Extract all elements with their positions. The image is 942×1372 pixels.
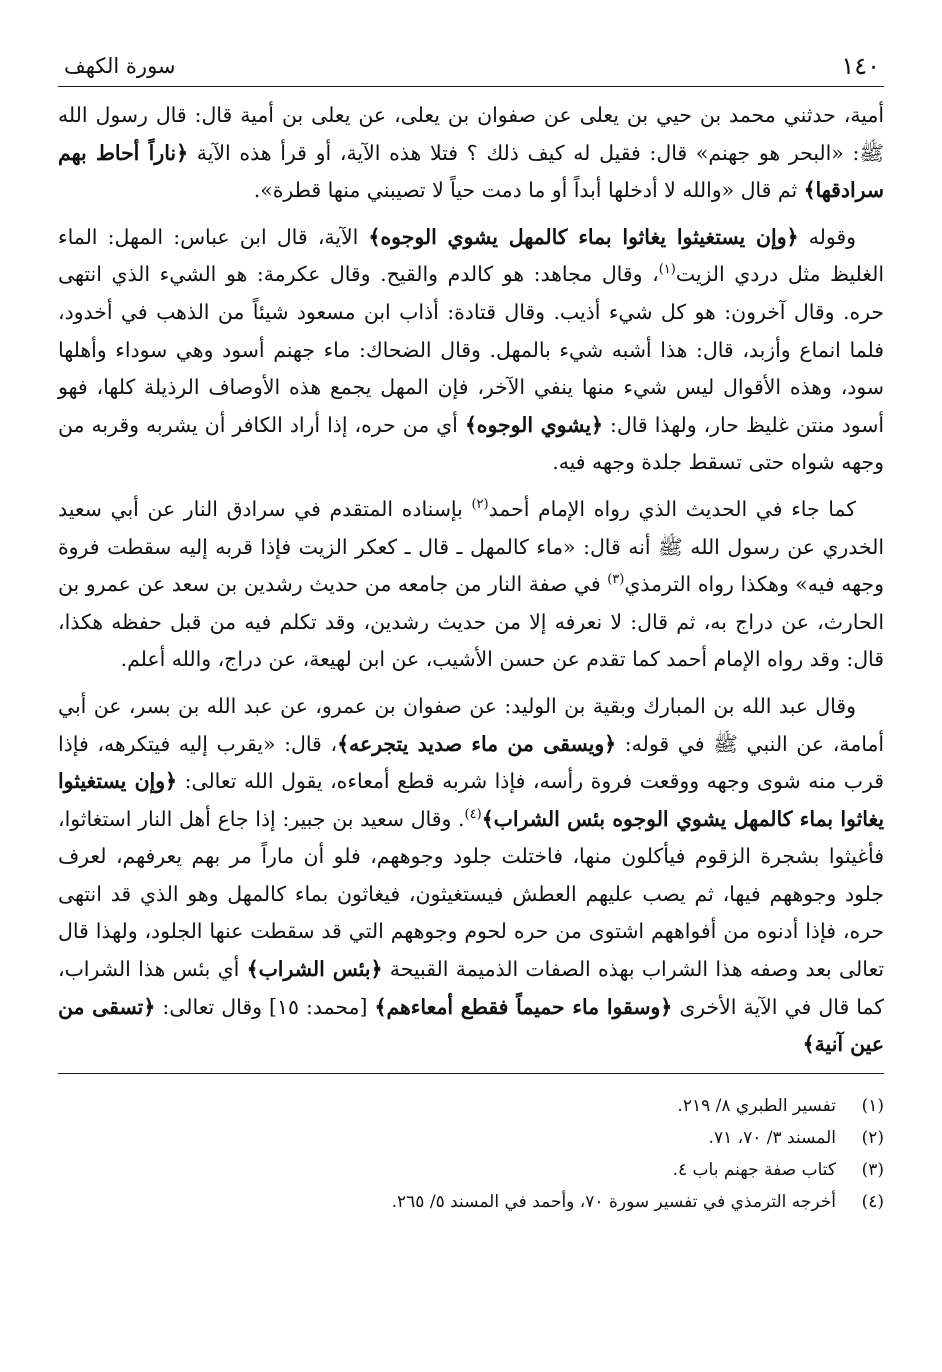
footnote-text: أخرجه الترمذي في تفسير سورة ٧٠، وأحمد في المسند ٥/ ٢٦٥. [391, 1191, 836, 1212]
footnote-ref: (١) [658, 262, 676, 278]
quran-verse: ﴿وسقوا ماء حميماً فقطع أمعاءهم﴾ [374, 994, 673, 1019]
quran-verse: ﴿بئس الشراب﴾ [246, 957, 383, 982]
text-run: وقال عبد الله بن المبارك وبقية بن الوليد: عن صفوان بن عمرو، عن عبد الله بن بسر، عن أبي أمامة، عن النبي ﷺ في قوله: [58, 693, 885, 756]
quran-verse: ﴿وإن يستغيثوا يغاثوا بماء كالمهل يشوي الوجوه بئس الشراب﴾ [58, 769, 885, 831]
body-text [58, 97, 884, 1064]
footnote-number: (٣) [861, 1159, 884, 1180]
footnote-number: (١) [861, 1095, 884, 1116]
text-run: أي بئس هذا الشراب، كما قال في الآية الأخرى [58, 957, 884, 1019]
text-run: . وقال سعيد بن جبير: إذا جاع أهل النار استغاثوا، فأغيثوا بشجرة الزقوم فيأكلون منها، فاختلت جلود وجوههم، فلو أن ماراً مر بهم يعرفهم، لعرف جلود وجوههم فيها، ثم يصب عليهم العطش فيستغيثون، فيغاثون بماء كالمهل وهو الذي قد انتهى حره، فإذا أدنوه من أفواههم اشتوى من حره لحوم وجوههم التي قد سقطت عنها الجلود، ولهذا قال تعالى بعد وصفه هذا الشراب بهذه الصفات الذميمة القبيحة [58, 806, 884, 982]
text-run: ، وقال مجاهد: هو كالدم والقيح. وقال عكرمة: هو الشيء الذي انتهى حره. وقال آخرون: هو كل شيء أذيب. وقال قتادة: أذاب ابن مسعود شيئاً من الذهب في أخدود، فلما انماع وأزبد، قال: هذا أشبه شيء بالمهل. وقال الضحاك: ماء جهنم أسود وهي سوداء وأهلها سود، وهذه الأقوال ليس شيء منها ينفي الآخر، فإن المهل يجمع هذه الأوصاف الرذيلة كلها، فهو أسود منتن غليظ حار، ولهذا قال: [58, 262, 884, 437]
document-page [58, 50, 884, 1350]
paragraph [58, 97, 884, 210]
page-header [58, 50, 884, 87]
footnote [58, 1122, 884, 1154]
footnote-number: (٢) [861, 1127, 884, 1148]
text-run: أي من حره، إذا أراد الكافر أن يشربه وقربه من وجهه شواه حتى تسقط جلدة وجهه فيه. [58, 412, 884, 475]
footnote-separator [58, 1073, 884, 1074]
text-run: بإسناده المتقدم في سرادق النار عن أبي سعيد الخدري عن رسول الله ﷺ أنه قال: «ماء كالمهل ـ قال ـ كعكر الزيت فإذا قربه إليه سقطت فروة وجهه فيه» وهكذا رواه الترمذي [58, 496, 884, 597]
footnote [58, 1090, 884, 1122]
footnote-number: (٤) [861, 1191, 884, 1212]
quran-verse: ﴿ناراً أحاط بهم سرادقها﴾ [58, 140, 884, 203]
footnotes [58, 1090, 884, 1218]
footnote-ref: (٢) [471, 497, 489, 513]
footnote [58, 1186, 884, 1218]
footnote [58, 1154, 884, 1186]
quran-verse: ﴿ويسقى من ماء صديد يتجرعه﴾ [337, 731, 617, 756]
text-run: ثم قال «والله لا أدخلها أبداً أو ما دمت حياً لا تصيبني منها قطرة». [253, 178, 804, 203]
quran-verse: ﴿تسقى من عين آنية﴾ [58, 994, 884, 1057]
text-run: ، قال: «يقرب إليه فيتكرهه، فإذا قرب منه شوى وجهه ووقعت فروة رأسه، فإذا شربه قطع أمعاءه، يقول الله تعالى: [58, 731, 884, 794]
paragraph [58, 491, 884, 679]
footnote-ref: (٣) [607, 572, 625, 588]
text-run: الآية، قال ابن عباس: المهل: الماء الغليظ مثل دردي الزيت [58, 224, 884, 287]
footnote-text: تفسير الطبري ٨/ ٢١٩. [677, 1095, 836, 1116]
text-run: في صفة النار من جامعه من حديث رشدين بن سعد عن عمرو بن الحارث، عن دراج به، ثم قال: لا نعرفه إلا من حديث رشدين، وقد تكلم فيه من قبل حفظه هكذا، قال: وقد رواه الإمام أحمد كما تقدم عن حسن الأشيب، عن ابن لهيعة، عن دراج، والله أعلم. [58, 572, 884, 672]
text-run: [محمد: ١٥] وقال تعالى: [155, 994, 375, 1019]
paragraph [58, 688, 884, 1064]
quran-verse: ﴿يشوي الوجوه﴾ [464, 412, 603, 437]
text-run: كما جاء في الحديث الذي رواه الإمام أحمد [488, 496, 856, 521]
text-run: أمية، حدثني محمد بن حيي بن يعلى عن صفوان بن يعلى، عن يعلى بن أمية قال: قال رسول الله ﷺ: «البحر هو جهنم» قال: فقيل له كيف ذلك ؟ فتلا هذه الآية، أو قرأ هذه الآية [58, 103, 884, 165]
footnote-text: كتاب صفة جهنم باب ٤. [672, 1159, 836, 1180]
page-number: ١٤٠ [841, 52, 880, 80]
quran-verse: ﴿وإن يستغيثوا يغاثوا بماء كالمهل يشوي الوجوه﴾ [368, 224, 799, 249]
text-run: وقوله [798, 224, 856, 249]
footnote-ref: (٤) [464, 806, 482, 822]
running-title: سورة الكهف [64, 54, 176, 78]
paragraph [58, 219, 884, 482]
footnote-text: المسند ٣/ ٧٠، ٧١. [708, 1127, 836, 1148]
